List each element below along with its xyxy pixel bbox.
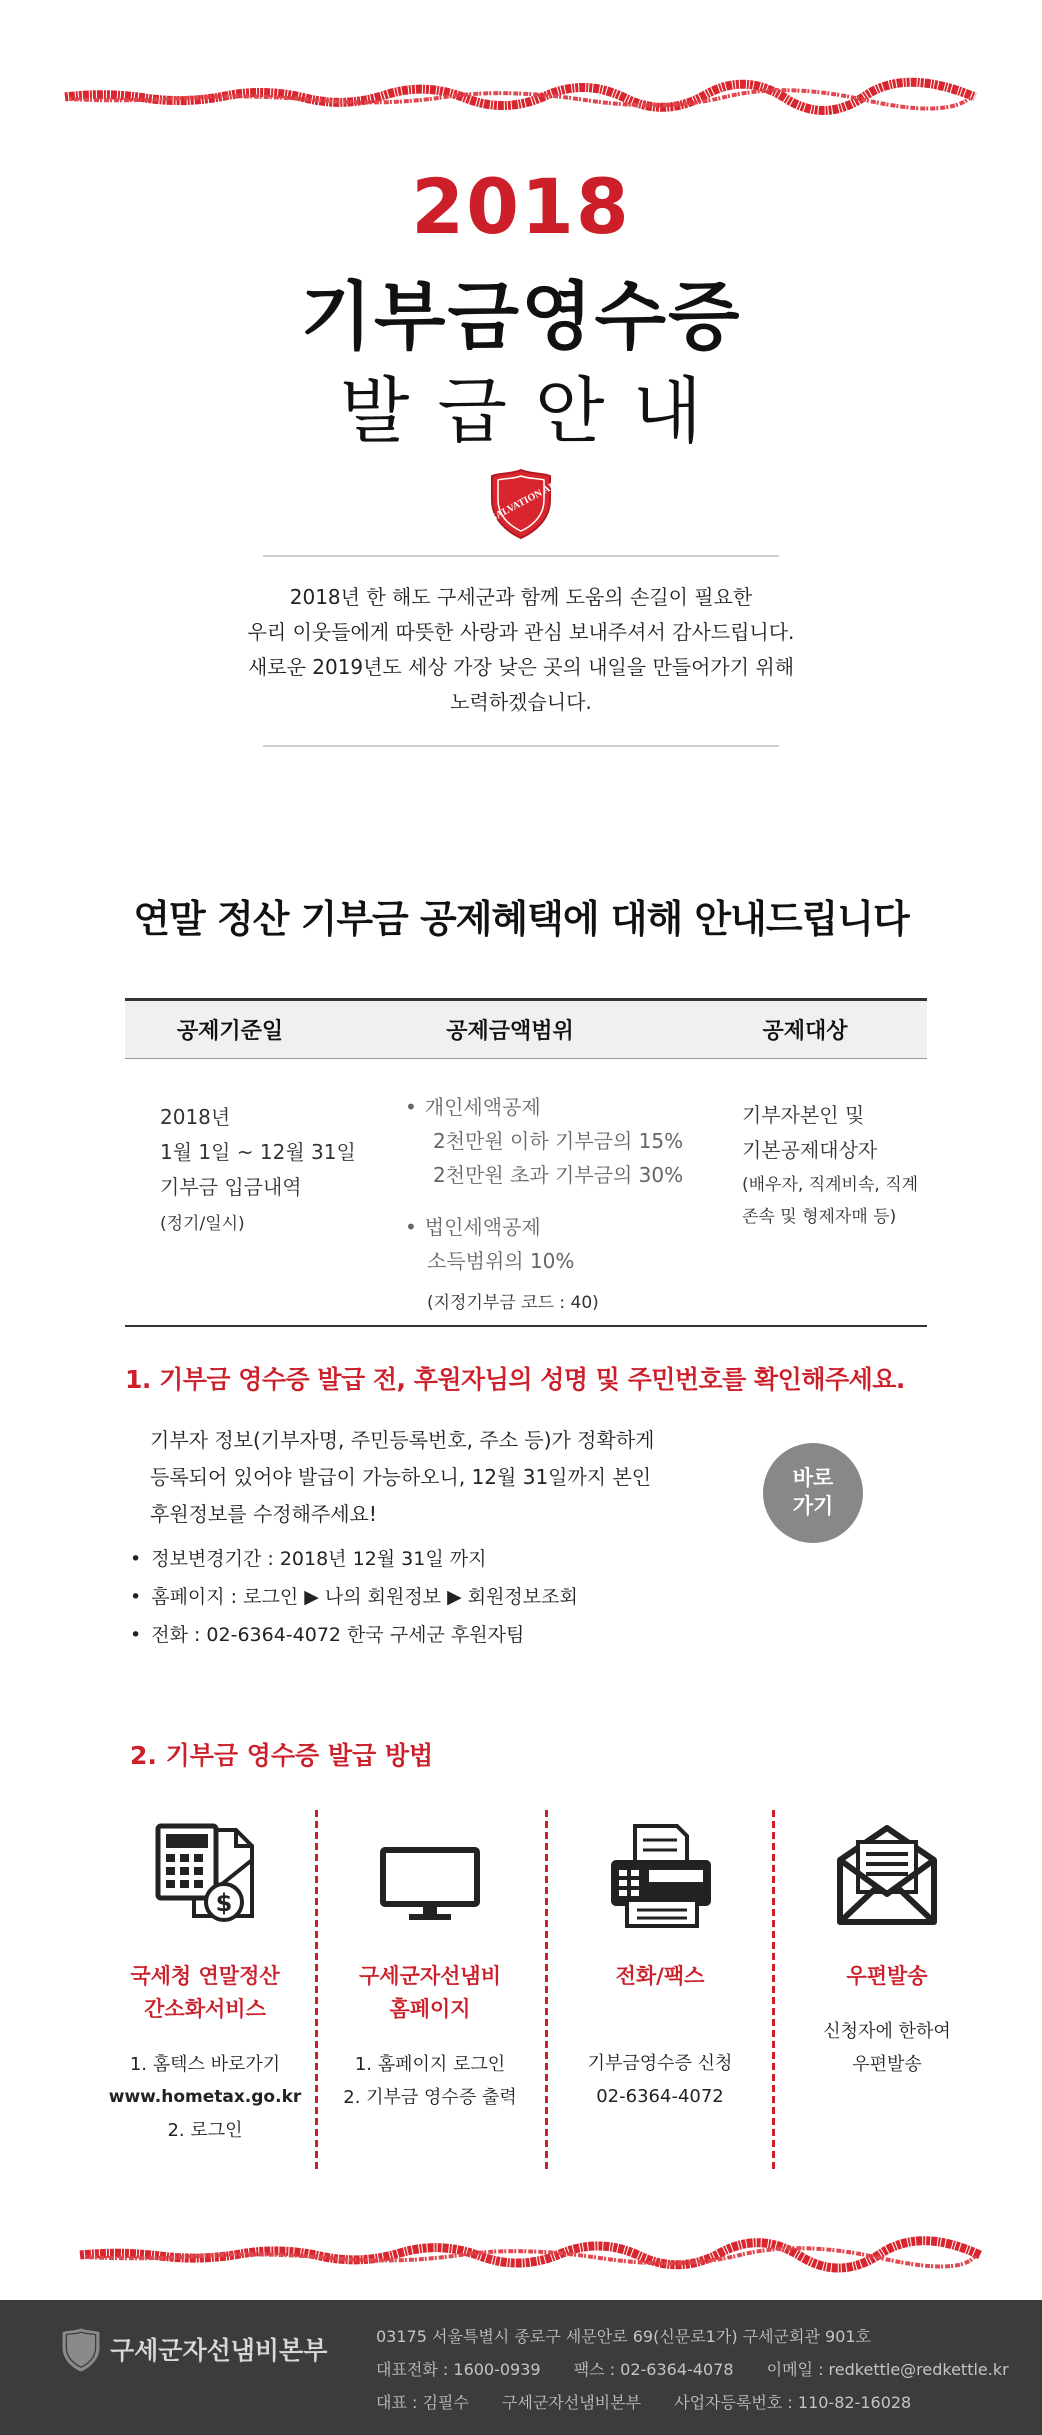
footer-address: 03175 서울특별시 종로구 세문안로 69(신문로1가) 구세군회관 901호 [376,2327,872,2346]
personal-title-text: 개인세액공제 [424,1095,541,1119]
table-cell-date [160,1100,356,1234]
cell-note: (정기/일시) [160,1214,245,1234]
calculator-document-icon [150,1820,260,1930]
footer-org-name: 구세군자선냄비본부 [110,2336,328,2365]
body-line: 등록되어 있어야 발급이 가능하오니, 12월 31일까지 본인 [150,1465,652,1489]
table-header-target: 공제대상 [762,1019,848,1044]
method-homepage [325,1820,535,2114]
cell-line: 기부금 입금내역 [160,1175,302,1199]
table-header-date: 공제기준일 [176,1019,284,1044]
step-line: 기부금영수증 신청 [587,2053,733,2074]
personal-deduction-line: 2천만원 이하 기부금의 15% [433,1129,684,1153]
list-item: • 홈페이지 : 로그인 ▶ 나의 회원정보 ▶ 회원정보조회 [130,1578,578,1616]
cell-line: 2018년 [160,1105,231,1129]
personal-deduction-line: 2천만원 초과 기부금의 30% [433,1163,684,1187]
hometax-link[interactable]: www.hometax.go.kr [108,2087,302,2107]
corp-deduction-title [405,1210,683,1244]
cell-line: 기부자본인 및 [742,1103,865,1127]
body-line: 기부자 정보(기부자명, 주민등록번호, 주소 등)가 정확하게 [150,1428,655,1452]
body-line: 후원정보를 수정해주세요! [150,1502,377,1526]
table-cell-target [742,1098,918,1232]
footer-info [376,2320,1037,2419]
step-line: 2. 기부금 영수증 출력 [343,2087,517,2108]
step-line: 신청자에 한하여 [823,2021,951,2042]
logo-text: THE SALVATION ARMY [468,472,574,535]
step-line: 1. 홈페이지 로그인 [354,2054,506,2075]
footer-biz-row [376,2386,1037,2419]
method-steps [100,2048,310,2147]
receipt-year: 2018 [411,162,631,251]
decorative-chalk-line-bottom [80,2248,980,2262]
decorative-chalk-line-top [65,90,975,104]
table-header-amount: 공제금액범위 [446,1019,574,1044]
section1-heading: 1. 기부금 영수증 발급 전, 후원자님의 성명 및 주민번호를 확인해주세요. [125,1365,905,1394]
footer-fax: 팩스 : 02-6364-4078 [573,2360,734,2379]
footer-org-name-2: 구세군자선냄비본부 [501,2393,642,2412]
footer-shield-logo [60,2326,102,2374]
intro-line: 새로운 2019년도 세상 가장 낮은 곳의 내일을 만들어가기 위해 [247,655,795,679]
intro-line: 2018년 한 해도 구세군과 함께 도움의 손길이 필요한 [289,585,753,609]
section1-bullets [130,1540,578,1654]
cell-line: 1월 1일 ~ 12월 31일 [160,1140,356,1164]
method-divider [772,1810,775,2170]
list-item: • 전화 : 02-6364-4072 한국 구세군 후원자팀 [130,1616,578,1654]
step-line: 우편발송 [852,2054,922,2075]
list-item: • 정보변경기간 : 2018년 12월 31일 까지 [130,1540,578,1578]
corp-title-text: 법인세액공제 [424,1215,541,1239]
designated-code-note: (지정기부금 코드 : 40) [427,1293,599,1313]
cell-note: (배우자, 직계비속, 직계 [742,1175,919,1195]
bullet-dot: • [405,1215,417,1239]
section1-body [150,1422,654,1533]
method-mail [782,1820,992,2081]
intro-message [0,580,1042,720]
corp-deduction-line: 소득범위의 10% [427,1249,575,1273]
section2-heading: 2. 기부금 영수증 발급 방법 [130,1741,434,1770]
footer-email[interactable]: 이메일 : redkettle@redkettle.kr [766,2360,1009,2379]
page-title: 기부금영수증 [300,274,742,360]
step-line: 02-6364-4072 [596,2086,724,2107]
salvation-army-shield-logo [468,468,574,540]
intro-divider-top [263,555,779,557]
go-now-button[interactable] [763,1443,863,1543]
table-header-divider [125,1058,927,1059]
personal-deduction-title [405,1090,683,1124]
method-divider [315,1810,318,2170]
cell-note: 존속 및 형제자매 등) [742,1207,897,1227]
method-steps [555,2047,765,2113]
dollar-glyph: $ [215,1889,233,1917]
footer-biz-number: 사업자등록번호 : 110-82-16028 [674,2393,912,2412]
title-line: 우편발송 [846,1964,928,1988]
intro-line: 우리 이웃들에게 따뜻한 사랑과 관심 보내주셔서 감사드립니다. [247,620,795,644]
method-steps [782,2015,992,2081]
page-subtitle: 발급안내 [339,369,731,453]
step-line: 2. 로그인 [167,2120,243,2141]
fax-machine-icon [605,1820,715,1930]
intro-divider-bottom [263,745,779,747]
deduction-section-heading: 연말 정산 기부금 공제혜택에 대해 안내드립니다 [133,897,909,941]
method-title [100,1960,310,2026]
method-divider [545,1810,548,2170]
title-line: 구세군자선냄비 [358,1964,501,1988]
title-line: 전화/팩스 [615,1964,705,1988]
footer-contact-row [376,2353,1037,2386]
title-line: 국세청 연말정산 [130,1964,280,1988]
method-title [555,1960,765,1993]
bullet-dot: • [405,1095,417,1119]
intro-line: 노력하겠습니다. [450,690,592,714]
monitor-icon [375,1820,485,1930]
method-title [782,1960,992,1993]
method-steps [325,2048,535,2114]
title-line: 간소화서비스 [144,1997,266,2021]
mail-envelope-icon [832,1820,942,1930]
method-title [325,1960,535,2026]
table-bottom-border [125,1325,927,1327]
table-cell-amount [405,1090,683,1313]
step-line: 1. 홈텍스 바로가기 [129,2054,281,2075]
method-phone-fax [555,1820,765,2113]
go-now-label-1: 바로 [792,1466,834,1490]
cell-line: 기본공제대상자 [742,1138,878,1162]
method-hometax [100,1820,310,2147]
title-line: 홈페이지 [389,1997,471,2021]
go-now-label-2: 가기 [792,1494,834,1518]
footer-ceo: 대표 : 김필수 [376,2393,469,2412]
footer-phone: 대표전화 : 1600-0939 [376,2360,541,2379]
